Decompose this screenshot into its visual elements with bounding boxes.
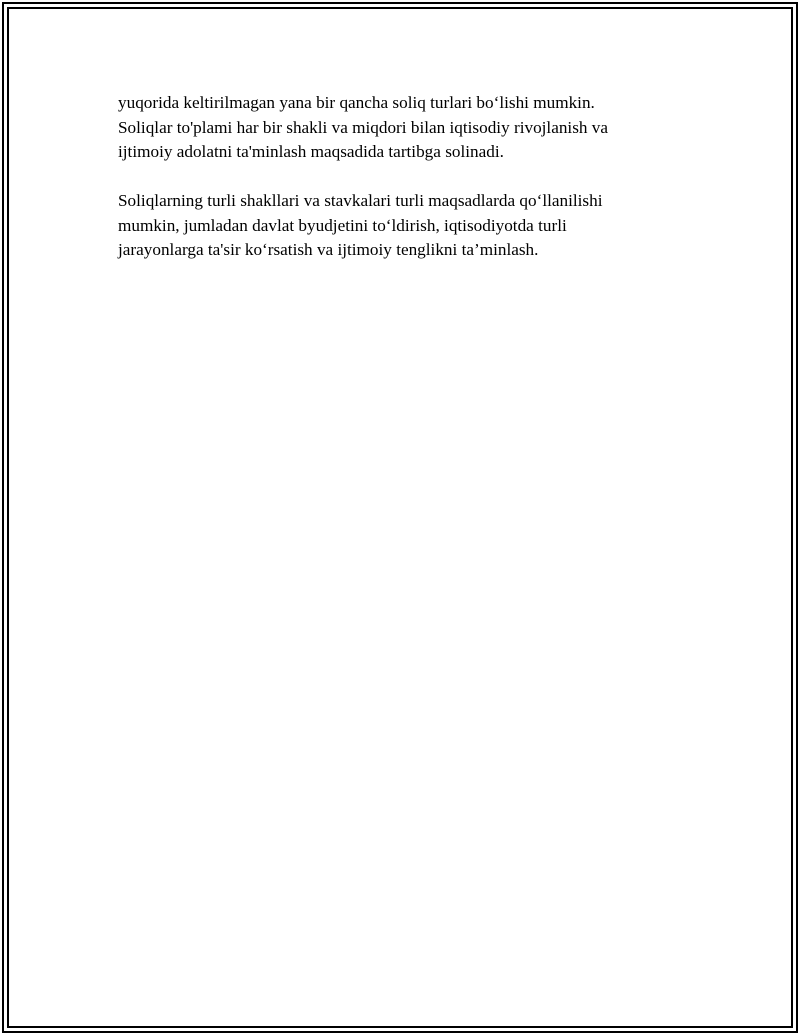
paragraph-line: yuqorida keltirilmagan yana bir qancha soliq turlari boʻlishi mumkin. <box>118 93 595 112</box>
paragraph-2 <box>118 189 678 263</box>
paragraph-line: jarayonlarga ta'sir koʻrsatish va ijtimoiy tenglikni ta’minlash. <box>118 240 539 259</box>
paragraph-line: Soliqlarning turli shakllari va stavkalari turli maqsadlarda qoʻllanilishi <box>118 191 603 210</box>
paragraph-line: mumkin, jumladan davlat byudjetini toʻldirish, iqtisodiyotda turli <box>118 215 567 235</box>
paragraph-1 <box>118 91 678 165</box>
document-body <box>118 91 678 287</box>
paragraph-line: Soliqlar to'plami har bir shakli va miqdori bilan iqtisodiy rivojlanish va <box>118 117 609 137</box>
paragraph-line: ijtimoiy adolatni ta'minlash maqsadida tartibga solinadi. <box>118 142 504 161</box>
